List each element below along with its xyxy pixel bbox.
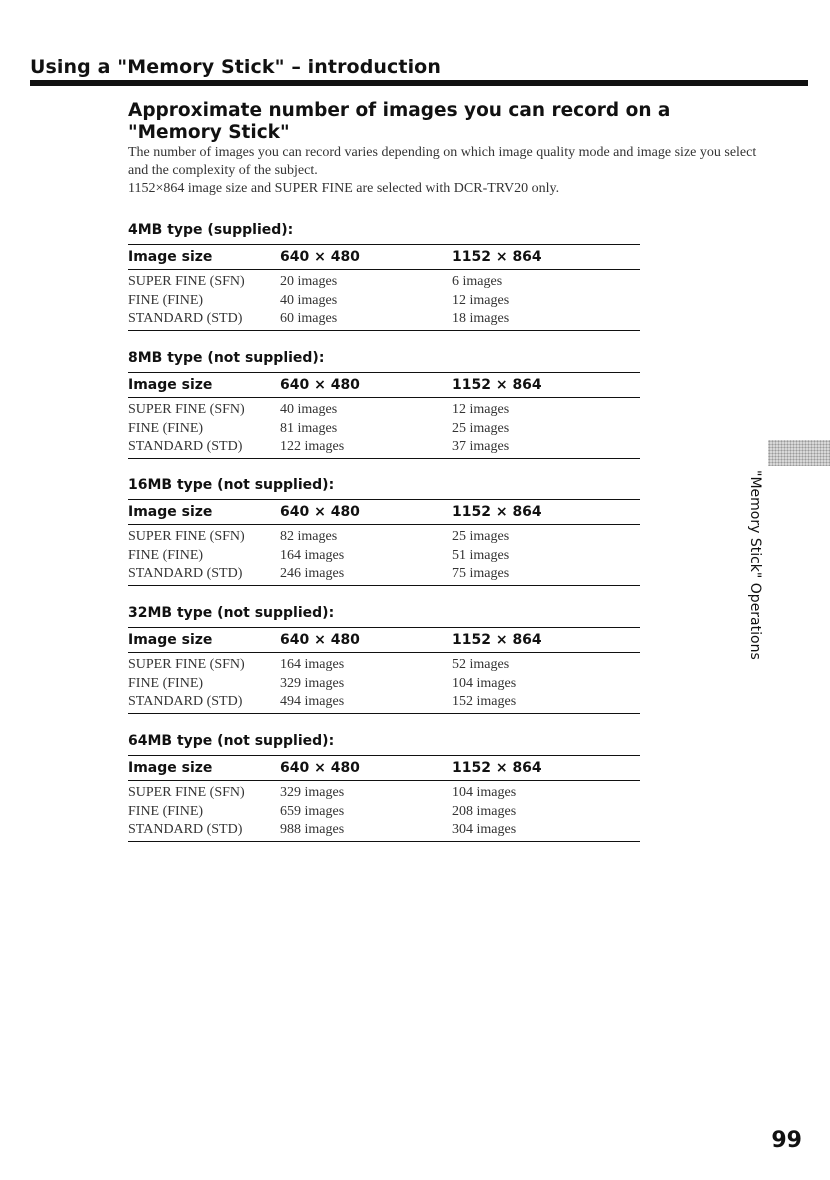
memory-type-8mb (128, 348, 643, 459)
table-row (128, 547, 640, 566)
image-count-table (128, 499, 640, 586)
count-640x480: 40 images (280, 402, 338, 418)
quality-mode: SUPER FINE (SFN) (128, 402, 245, 418)
section-tab-marker (768, 440, 830, 466)
page-heading: Approximate number of images you can record on a "Memory Stick" (128, 100, 671, 143)
table-row (128, 781, 640, 803)
table-row (128, 525, 640, 547)
intro-text (128, 144, 768, 198)
table-row (128, 310, 640, 330)
memory-type-title: 32MB type (not supplied): (128, 605, 335, 621)
memory-type-16mb (128, 475, 643, 586)
table-row (128, 270, 640, 292)
side-section-label-text: "Memory Stick" Operations (747, 470, 763, 660)
count-1152x864: 104 images (452, 785, 517, 801)
header-640x480: 640 × 480 (280, 756, 452, 781)
count-1152x864: 18 images (452, 310, 640, 330)
count-640x480: 329 images (280, 785, 345, 801)
table-header-row (128, 373, 640, 398)
quality-mode: FINE (FINE) (128, 803, 204, 819)
count-640x480: 246 images (280, 565, 452, 585)
count-1152x864: 75 images (452, 565, 640, 585)
quality-mode: FINE (FINE) (128, 675, 204, 691)
count-1152x864: 6 images (452, 274, 503, 290)
header-1152x864: 1152 × 864 (452, 756, 640, 781)
image-count-table (128, 372, 640, 459)
count-640x480: 329 images (280, 675, 345, 691)
table-header-row (128, 245, 640, 270)
quality-mode: STANDARD (STD) (128, 438, 280, 458)
header-640x480: 640 × 480 (280, 373, 452, 398)
header-image-size: Image size (128, 756, 280, 781)
intro-paragraph: The number of images you can record varies depending on which image quality mode and image size you select and the complexity of the subject. (128, 145, 757, 178)
table-row (128, 420, 640, 439)
count-1152x864: 208 images (452, 803, 517, 819)
table-row (128, 803, 640, 822)
quality-mode: FINE (FINE) (128, 292, 204, 308)
table-row (128, 398, 640, 420)
image-count-table (128, 755, 640, 842)
header-1152x864: 1152 × 864 (452, 628, 640, 653)
quality-mode: SUPER FINE (SFN) (128, 274, 245, 290)
quality-mode: STANDARD (STD) (128, 565, 280, 585)
count-640x480: 494 images (280, 693, 452, 713)
count-1152x864: 12 images (452, 402, 510, 418)
quality-mode: STANDARD (STD) (128, 693, 280, 713)
table-header-row (128, 500, 640, 525)
page-number: 99 (771, 1128, 802, 1153)
intro-paragraph: 1152×864 image size and SUPER FINE are selected with DCR-TRV20 only. (128, 181, 560, 196)
table-header-row (128, 756, 640, 781)
memory-type-title: 16MB type (not supplied): (128, 477, 335, 493)
section-title: Using a "Memory Stick" – introduction (30, 56, 441, 78)
memory-type-64mb (128, 731, 643, 842)
count-1152x864: 25 images (452, 529, 510, 545)
memory-type-32mb (128, 603, 643, 714)
memory-type-title: 8MB type (not supplied): (128, 350, 325, 366)
count-640x480: 164 images (280, 547, 345, 563)
table-row (128, 292, 640, 311)
quality-mode: SUPER FINE (SFN) (128, 785, 245, 801)
header-1152x864: 1152 × 864 (452, 245, 640, 270)
count-1152x864: 152 images (452, 693, 640, 713)
header-image-size: Image size (128, 628, 280, 653)
memory-type-4mb (128, 220, 643, 331)
table-row (128, 675, 640, 694)
quality-mode: FINE (FINE) (128, 547, 204, 563)
count-640x480: 81 images (280, 420, 338, 436)
count-640x480: 122 images (280, 438, 452, 458)
count-640x480: 988 images (280, 821, 452, 841)
header-1152x864: 1152 × 864 (452, 500, 640, 525)
quality-mode: FINE (FINE) (128, 420, 204, 436)
count-640x480: 20 images (280, 274, 338, 290)
quality-mode: SUPER FINE (SFN) (128, 529, 245, 545)
table-row (128, 693, 640, 713)
count-640x480: 40 images (280, 292, 338, 308)
table-row (128, 438, 640, 458)
count-1152x864: 12 images (452, 292, 510, 308)
header-image-size: Image size (128, 500, 280, 525)
side-section-label (738, 470, 788, 660)
header-image-size: Image size (128, 373, 280, 398)
section-rule (30, 80, 808, 86)
header-1152x864: 1152 × 864 (452, 373, 640, 398)
table-header-row (128, 628, 640, 653)
table-row (128, 565, 640, 585)
quality-mode: STANDARD (STD) (128, 310, 280, 330)
count-640x480: 82 images (280, 529, 338, 545)
count-1152x864: 51 images (452, 547, 510, 563)
header-640x480: 640 × 480 (280, 245, 452, 270)
memory-type-title: 4MB type (supplied): (128, 222, 294, 238)
count-640x480: 659 images (280, 803, 345, 819)
count-1152x864: 52 images (452, 657, 510, 673)
table-row (128, 821, 640, 841)
image-count-table (128, 627, 640, 714)
count-1152x864: 304 images (452, 821, 640, 841)
table-row (128, 653, 640, 675)
header-640x480: 640 × 480 (280, 628, 452, 653)
count-1152x864: 37 images (452, 438, 640, 458)
count-1152x864: 25 images (452, 420, 510, 436)
count-640x480: 164 images (280, 657, 345, 673)
header-image-size: Image size (128, 245, 280, 270)
image-count-table (128, 244, 640, 331)
quality-mode: SUPER FINE (SFN) (128, 657, 245, 673)
memory-type-title: 64MB type (not supplied): (128, 733, 335, 749)
quality-mode: STANDARD (STD) (128, 821, 280, 841)
count-1152x864: 104 images (452, 675, 517, 691)
header-640x480: 640 × 480 (280, 500, 452, 525)
count-640x480: 60 images (280, 310, 452, 330)
